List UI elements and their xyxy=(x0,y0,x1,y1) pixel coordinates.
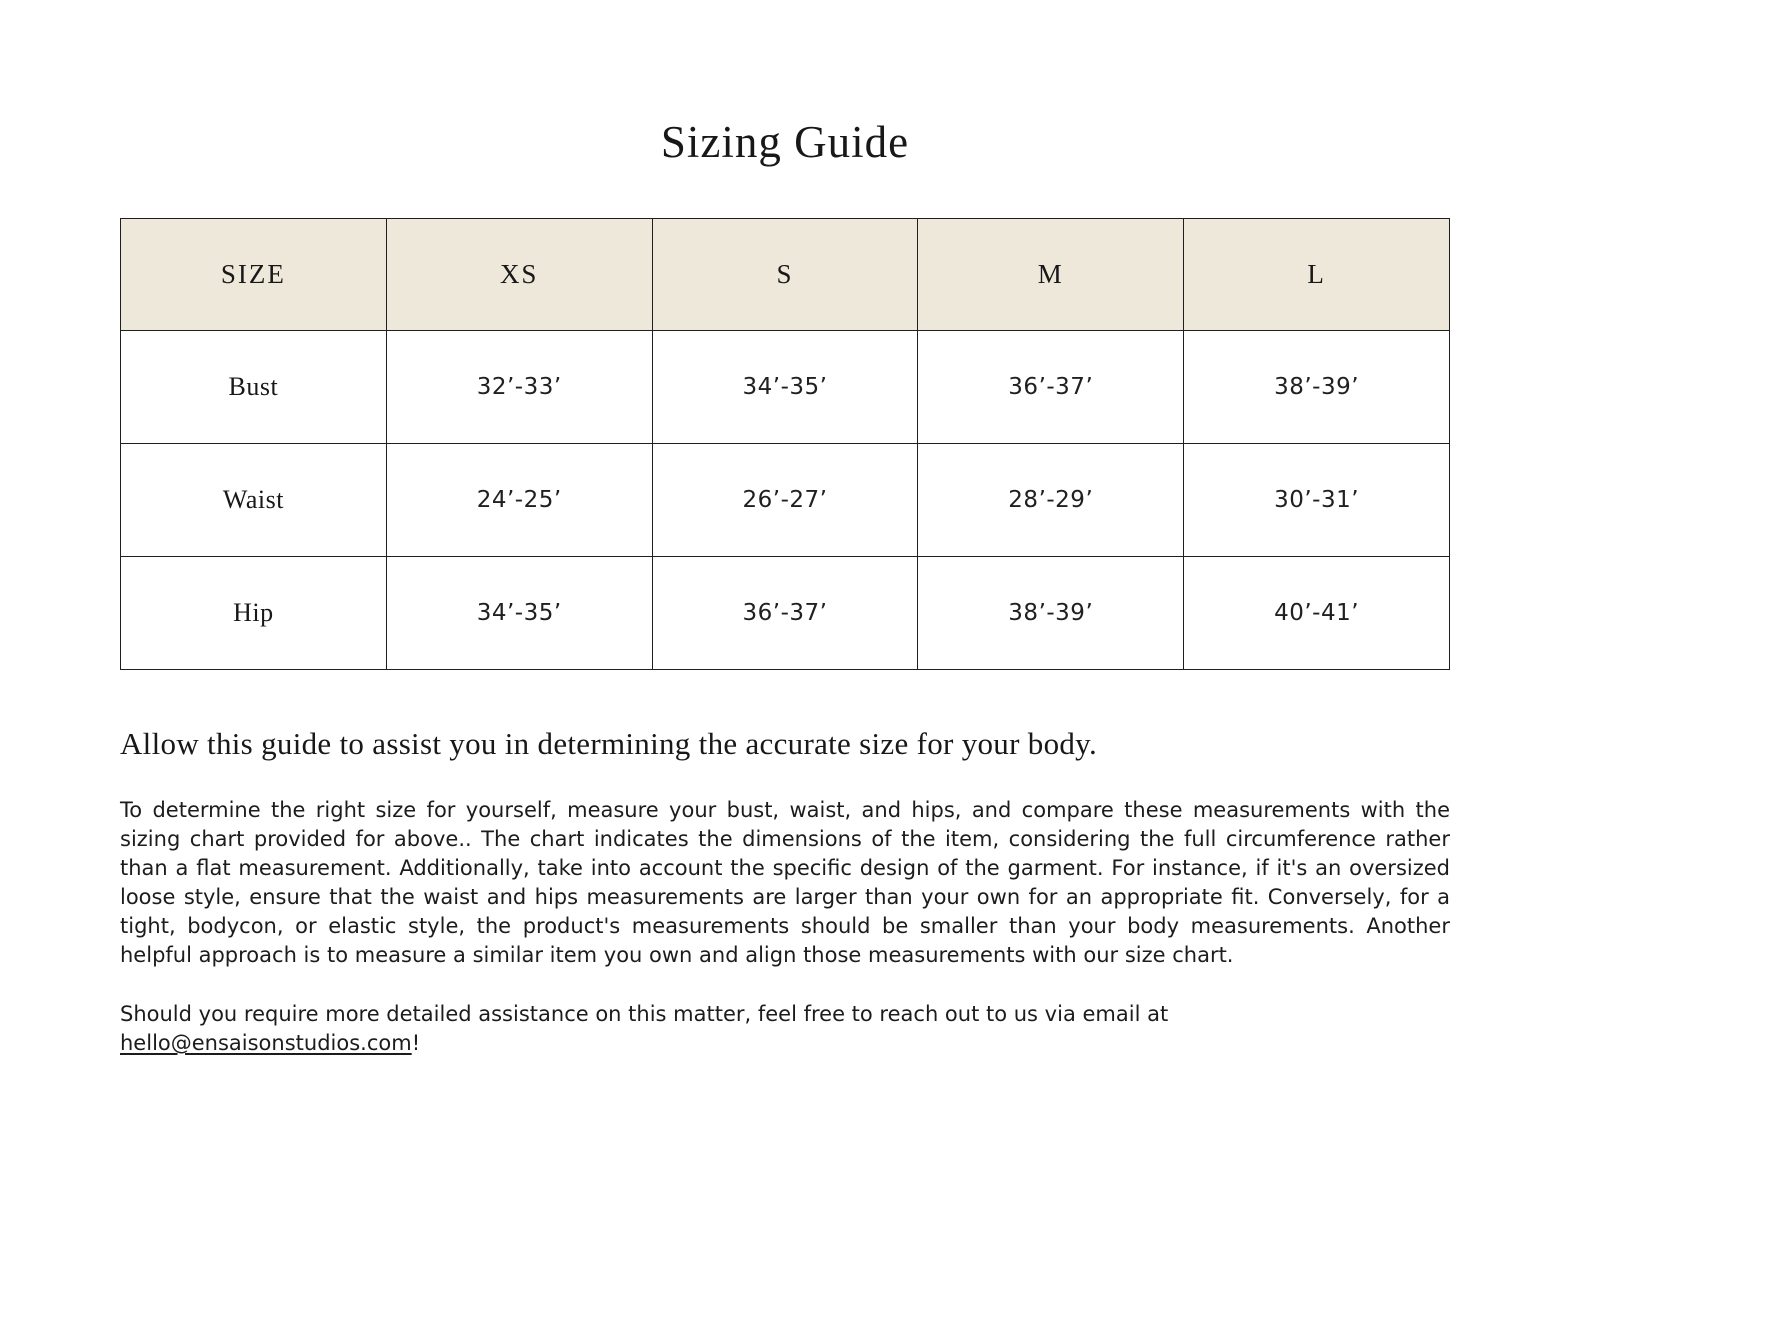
cell-hip-m: 38’-39’ xyxy=(918,557,1184,670)
cell-bust-l: 38’-39’ xyxy=(1184,331,1450,444)
cell-waist-m: 28’-29’ xyxy=(918,444,1184,557)
size-chart-table xyxy=(120,218,1450,670)
cell-hip-l: 40’-41’ xyxy=(1184,557,1450,670)
contact-suffix: ! xyxy=(411,1031,421,1055)
table-row-waist xyxy=(121,444,1450,557)
header-cell-m: M xyxy=(918,219,1184,331)
cell-hip-xs: 34’-35’ xyxy=(386,557,652,670)
row-label-waist: Waist xyxy=(121,444,387,557)
row-label-hip: Hip xyxy=(121,557,387,670)
header-cell-l: L xyxy=(1184,219,1450,331)
email-link[interactable]: hello@ensaisonstudios.com xyxy=(120,1031,412,1055)
header-cell-xs: XS xyxy=(386,219,652,331)
header-cell-size: SIZE xyxy=(121,219,387,331)
cell-bust-xs: 32’-33’ xyxy=(386,331,652,444)
guide-subtitle: Allow this guide to assist you in determining the accurate size for your body. xyxy=(120,726,1098,761)
cell-bust-s: 34’-35’ xyxy=(652,331,918,444)
table-header-row xyxy=(121,219,1450,331)
guide-paragraph: To determine the right size for yourself, measure your bust, waist, and hips, and compare these measurements with the sizing chart provided for above.. The chart indicates the dimensions of the item, considering the full circumference rather than a flat measurement. Additionally, take into account the specific design of the garment. For instance, if it's an oversized loose style, ensure that the waist and hips measurements are larger than your own for an appropriate fit. Conversely, for a tight, bodycon, or elastic style, the product's measurements should be smaller than your body measurements. Another helpful approach is to measure a similar item you own and align those measurements with our size chart. xyxy=(120,798,1450,967)
cell-bust-m: 36’-37’ xyxy=(918,331,1184,444)
page-title: Sizing Guide xyxy=(660,117,910,167)
table-row-hip xyxy=(121,557,1450,670)
cell-hip-s: 36’-37’ xyxy=(652,557,918,670)
sizing-guide-page xyxy=(120,0,1450,1058)
contact-text: Should you require more detailed assistance on this matter, feel free to reach out to us via email at xyxy=(120,1002,1169,1026)
cell-waist-l: 30’-31’ xyxy=(1184,444,1450,557)
row-label-bust: Bust xyxy=(121,331,387,444)
table-row-bust xyxy=(121,331,1450,444)
cell-waist-xs: 24’-25’ xyxy=(386,444,652,557)
header-cell-s: S xyxy=(652,219,918,331)
contact-line xyxy=(120,1000,1450,1058)
cell-waist-s: 26’-27’ xyxy=(652,444,918,557)
